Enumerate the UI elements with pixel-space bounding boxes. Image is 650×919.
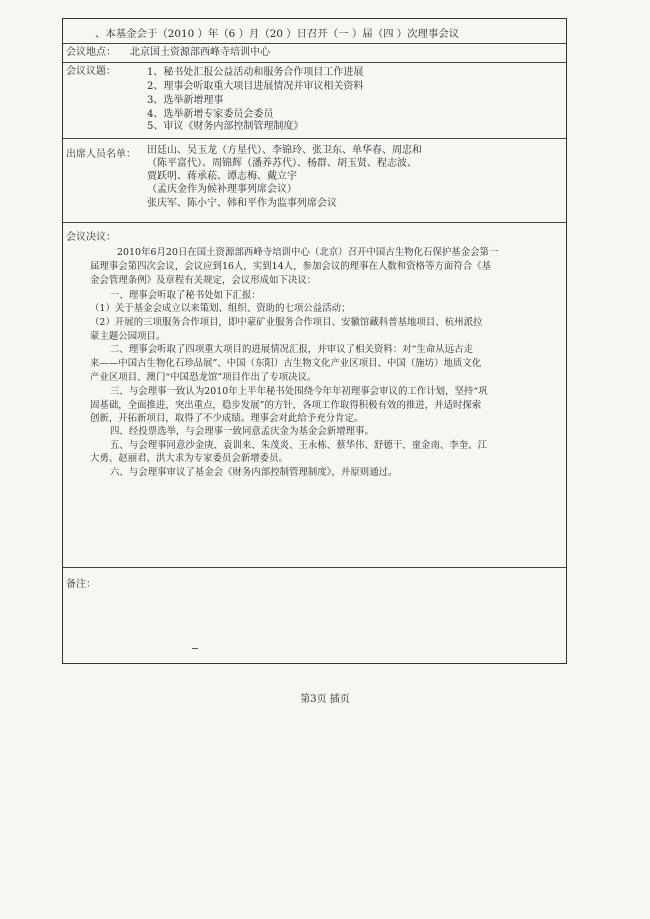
attendees-label: 出席人员名单： bbox=[66, 149, 136, 160]
page-footer: 第3页 插页 bbox=[300, 694, 350, 705]
agenda-item: 2、理事会听取重大项目进展情况并审议相关资料 bbox=[147, 81, 364, 92]
resolution-line: 大勇、赵丽君、洪大求为专家委员会新增委员。 bbox=[90, 453, 288, 464]
resolution-line: 2010年6月20日在国土资源部西峰寺培训中心（北京）召开中国古生物化石保护基金会第一 bbox=[117, 247, 499, 258]
attendee-line: 田廷山、吴玉龙（方星代）、李锦玲、张卫东、单华春、周忠和 bbox=[147, 145, 422, 156]
attendee-line: 张庆军、陈小宁、韩和平作为监事列席会议 bbox=[147, 198, 337, 209]
resolution-line: （1）关于基金会成立以来策划、组织、资助的七项公益活动； bbox=[90, 303, 351, 314]
divider bbox=[63, 62, 566, 63]
meeting-header: 、本基金会于（2010 ）年（6 ）月（20 ）日召开（一 ）届（四 ）次理事会议 bbox=[95, 28, 460, 40]
location-value: 北京国土资源部西峰寺培训中心 bbox=[130, 47, 270, 58]
resolution-line: （2）开展的三项服务合作项目，即中蒙矿业服务合作项目、安徽馆藏科普基地项目、杭州派拉 bbox=[90, 317, 483, 328]
agenda-item: 4、选举新增专家委员会委员 bbox=[147, 109, 274, 120]
resolution-line: 创新，开拓新项目，取得了不少成绩。理事会对此给予充分肯定。 bbox=[90, 413, 364, 424]
agenda-item: 1、秘书处汇报公益活动和服务合作项目工作进展 bbox=[147, 67, 364, 78]
attendee-line: 贾跃明、蒋承菘、谭志梅、戴立宇 bbox=[147, 171, 297, 182]
resolution-label: 会议决议： bbox=[66, 232, 116, 243]
resolution-line: 届理事会第四次会议，会议应到16人，实到14人，参加会议的理事在人数和资格等方面符合《基 bbox=[90, 261, 492, 272]
resolution-line: 蒙主题公园项目。 bbox=[90, 331, 166, 342]
resolution-line: 三、与会理事一致认为2010年上半年秘书处围绕今年年初理事会审议的工作计划，坚持“巩 bbox=[110, 386, 488, 397]
attendee-line: （孟庆金作为候补理事列席会议） bbox=[147, 184, 297, 195]
resolution-line: 四、经投票选举，与会理事一致同意孟庆金为基金会新增理事。 bbox=[110, 426, 374, 437]
resolution-line: 一、理事会听取了秘书处如下汇报： bbox=[110, 290, 261, 301]
resolution-line: 产业区项目、澳门“中国恐龙馆”项目作出了专项决议。 bbox=[90, 372, 317, 383]
divider bbox=[63, 222, 566, 223]
resolution-line: 五、与会理事同意沙金庚、袁训来、朱茂炎、王永栋、蔡华伟、舒德干、童金南、李奎、江 bbox=[110, 440, 488, 451]
resolution-line: 二、理事会听取了四项重大项目的进展情况汇报，并审议了相关资料：对“生命从远古走 bbox=[110, 344, 473, 355]
resolution-line: 固基础，全面推进，突出重点，稳步发展”的方针，各项工作取得积极有效的推进，并适时探索 bbox=[90, 400, 482, 411]
divider bbox=[63, 567, 566, 568]
agenda-label: 会议议题： bbox=[66, 66, 116, 77]
notes-label: 备注： bbox=[66, 579, 96, 590]
resolution-line: 六、与会理事审议了基金会《财务内部控制管理制度》，并原则通过。 bbox=[110, 467, 398, 478]
resolution-line: 金会管理条例》及章程有关规定，会议形成如下决议： bbox=[90, 275, 317, 286]
divider bbox=[63, 138, 566, 139]
resolution-line: 来——中国古生物化石珍品展”、中国（东阳）古生物文化产业区项目、中国（施坊）地质文化 bbox=[90, 358, 482, 369]
location-label: 会议地点： bbox=[66, 47, 116, 58]
attendee-line: （陈平富代）、周锦辉（潘养苏代）、杨群、胡玉贤、程志波、 bbox=[147, 158, 417, 169]
agenda-item: 3、选举新增理事 bbox=[147, 95, 224, 106]
agenda-item: 5、审议《财务内部控制管理制度》 bbox=[147, 121, 304, 132]
stray-mark bbox=[192, 648, 198, 649]
divider bbox=[63, 43, 566, 44]
